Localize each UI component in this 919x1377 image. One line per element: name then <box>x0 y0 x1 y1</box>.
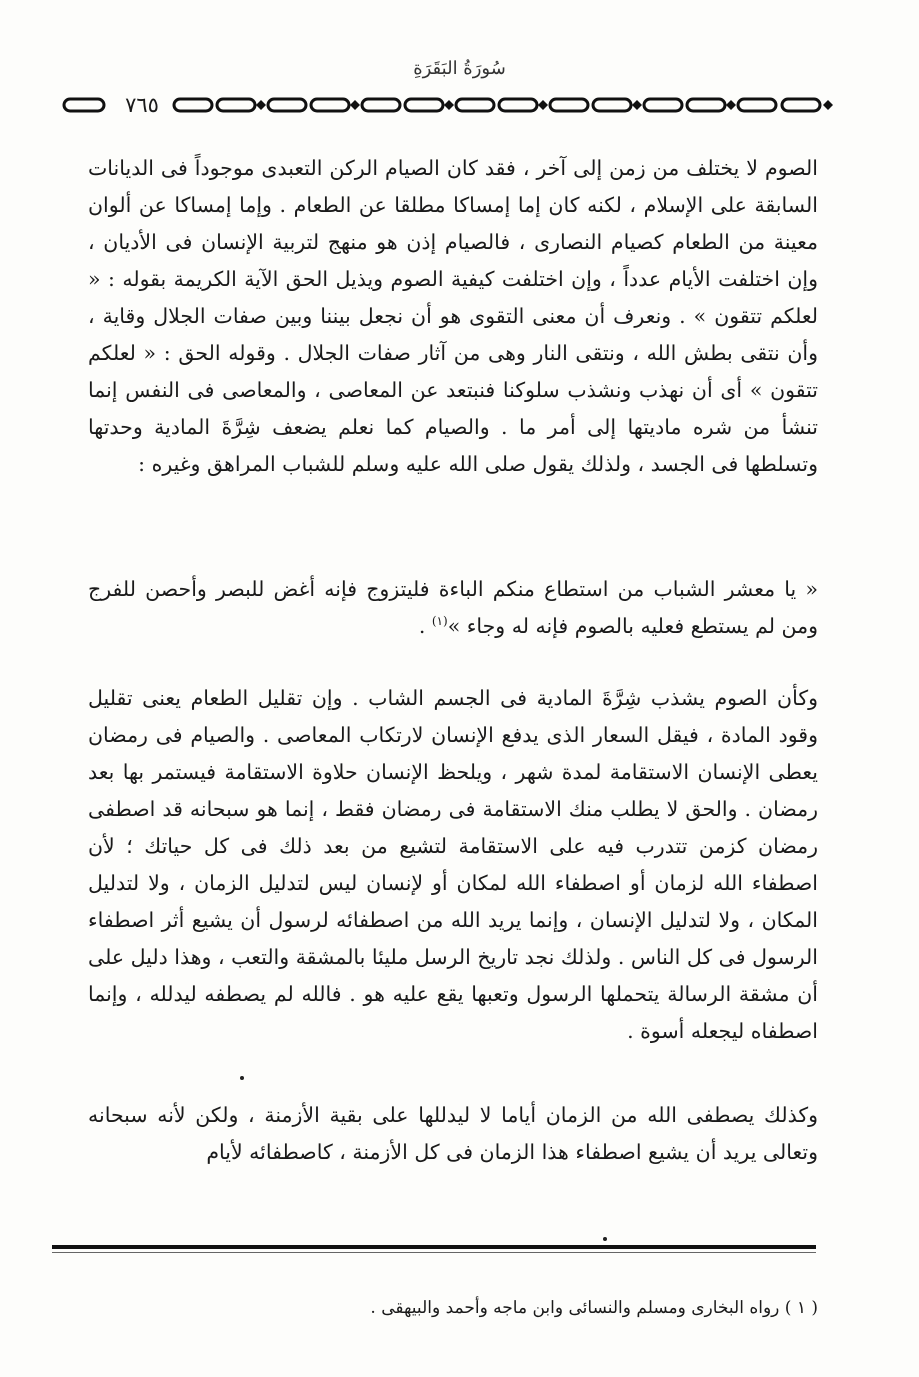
ink-speck <box>240 1076 244 1080</box>
page-number: ٧٦٥ <box>112 90 172 120</box>
footnote-separator <box>52 1245 816 1249</box>
paragraph-1: الصوم لا يختلف من زمن إلى آخر ، فقد كان الصيام الركن التعبدى موجوداً فى الديانات السابقة على الإسلام ، لكنه كان إما إمساكا مطلقا عن الطعام . وإما إمساكا عن ألوان معينة من الطعام كصيام النصارى ، فالصيام إذن هو منهج لتربية الإنسان فى الأديان ، وإن اختلفت الأيام عدداً ، وإن اختلفت كيفية الصوم ويذيل الحق الآية الكريمة بقوله : « لعلكم تتقون » . ونعرف أن معنى التقوى هو أن نجعل بيننا وبين صفات الجلال وقاية ، وأن نتقى بطش الله ، ونتقى النار وهى من آثار صفات الجلال . وقوله الحق : « لعلكم تتقون » أى أن نهذب ونشذب سلوكنا فنبتعد عن المعاصى ، والمعاصى فى النفس إنما تنشأ من شره ماديتها إلى أمر ما . والصيام كما نعلم يضعف شِرَّةَ المادية وحدتها وتسلطها فى الجسد ، ولذلك يقول صلى الله عليه وسلم للشباب المراهق وغيره : <box>88 156 818 476</box>
hadith-text: « يا معشر الشباب من استطاع منكم الباءة فليتزوج فإنه أغض للبصر وأحصن للفرج ومن لم يستطع فعليه بالصوم فإنه له وجاء » <box>88 577 818 638</box>
hadith-quote <box>88 571 818 645</box>
footnote-separator-thin <box>52 1252 816 1253</box>
hadith-end: . <box>418 614 432 638</box>
surah-title: سُورَةُ البَقَرَةِ <box>413 58 506 79</box>
paragraph-3: وكأن الصوم يشذب شِرَّةَ المادية فى الجسم الشاب . وإن تقليل الطعام يعنى تقليل وقود المادة ، فيقل السعار الذى يدفع الإنسان لارتكاب المعاصى . والصيام فى رمضان يعطى الإنسان الاستقامة لمدة شهر ، ويلحظ الإنسان حلاوة الاستقامة فيستمر بها بعد رمضان . والحق لا يطلب منك الاستقامة فى رمضان فقط ، إنما هو سبحانه قد اصطفى رمضان كزمن تتدرب فيه على الاستقامة لتشيع من بعد ذلك فى كل حياتك ؛ لأن اصطفاء الله لزمان أو اصطفاء الله لمكان أو لإنسان ليس لتدليل الزمان ، ولا لتدليل المكان ، ولا لتدليل الإنسان ، وإنما يريد الله من اصطفائه لرسول أن يشيع أثر اصطفاء الرسول فى كل الناس . ولذلك نجد تاريخ الرسل مليئا بالمشقة والتعب ، وهذا دليل على أن مشقة الرسالة يتحملها الرسول وتعبها يقع عليه هو . فالله لم يصطفه ليدلله ، وإنما اصطفاه ليجعله أسوة . <box>88 686 819 1043</box>
footnote-1: ( ١ ) رواه البخارى ومسلم والنسائى وابن ماجه وأحمد والبيهقى . <box>370 1298 818 1318</box>
paragraph-4: وكذلك يصطفى الله من الزمان أياما لا ليدللها على بقية الأزمنة ، ولكن لأنه سبحانه وتعالى يريد أن يشيع اصطفاء هذا الزمان فى كل الأزمنة ، كاصطفائه لأيام <box>88 1103 818 1164</box>
ink-speck <box>603 1237 607 1241</box>
footnote-marker[interactable]: (١) <box>431 614 448 629</box>
ornamental-border <box>62 90 834 120</box>
